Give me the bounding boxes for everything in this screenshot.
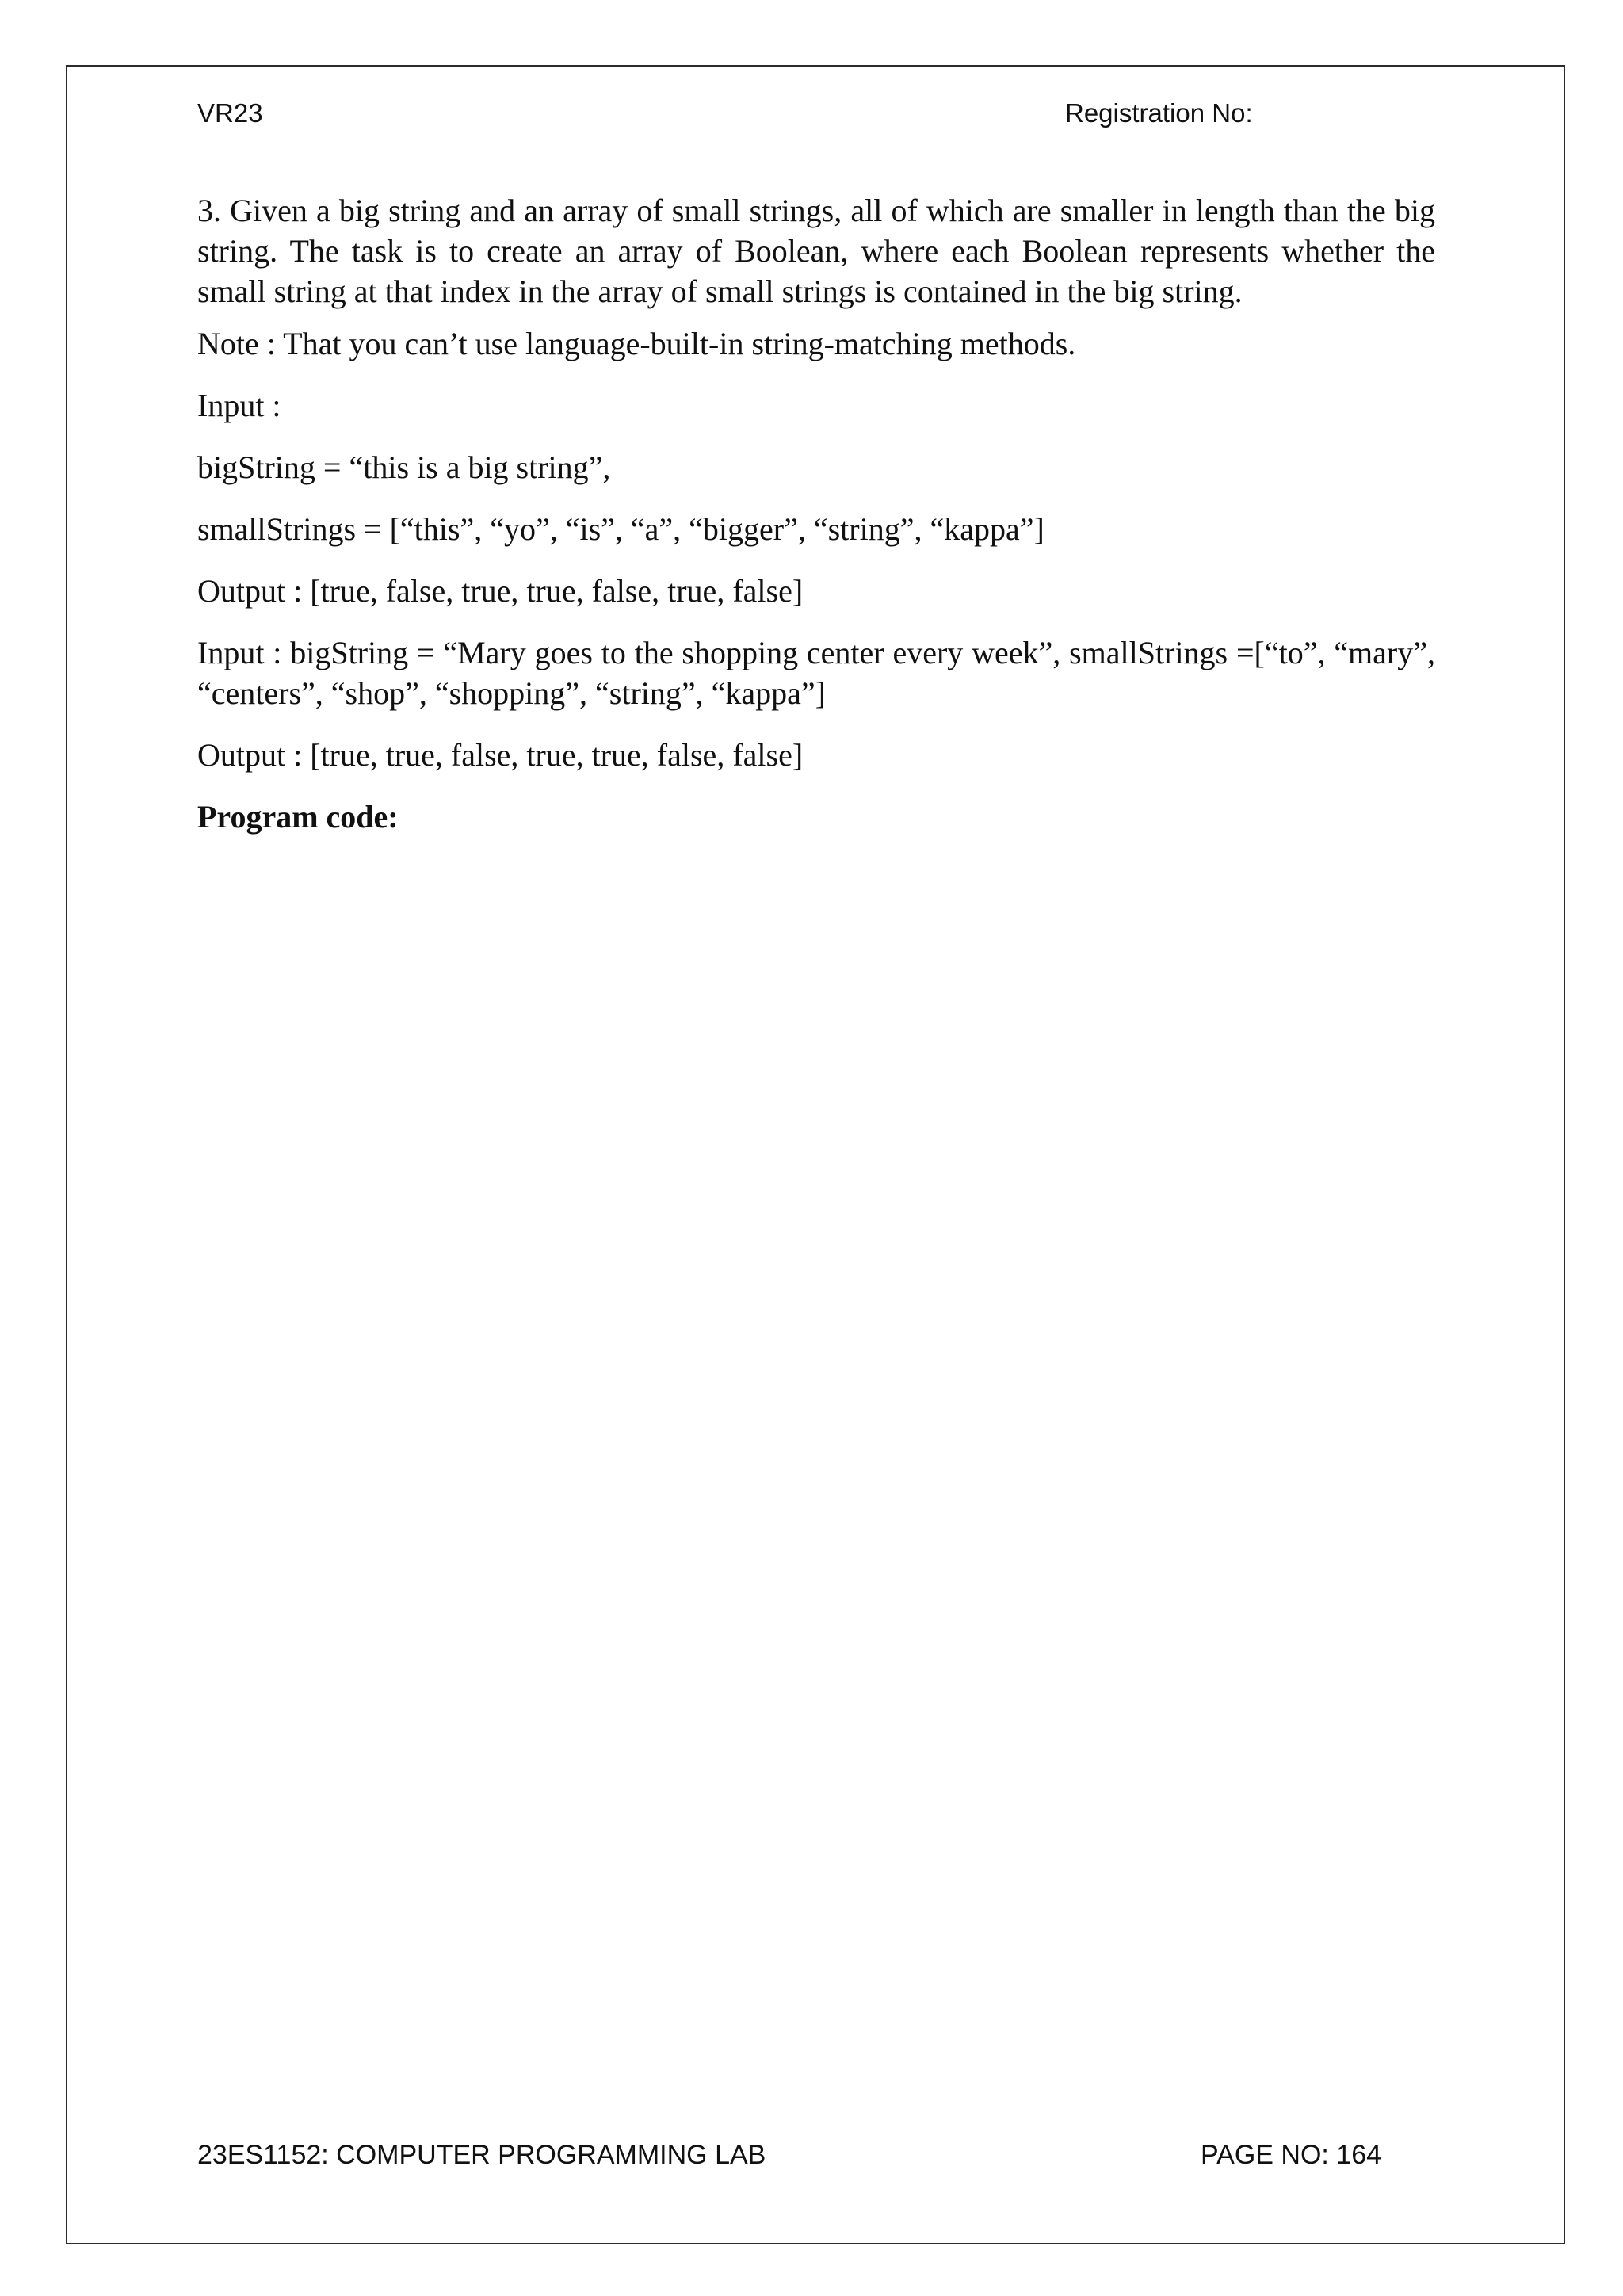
header-course-code: VR23 [197,98,263,128]
example-1-output: Output : [true, false, true, true, false, true, false] [197,573,804,609]
example-2-output: Output : [true, true, false, true, true, false, false] [197,737,804,773]
header-registration-label: Registration No: [1065,98,1253,128]
footer-course-title: 23ES1152: COMPUTER PROGRAMMING LAB [197,2140,766,2170]
example-1-small-strings: smallStrings = [“this”, “yo”, “is”, “a”, “bigger”, “string”, “kappa”] [197,511,1044,547]
footer-page-number: PAGE NO: 164 [1201,2140,1382,2170]
program-code-heading: Program code: [197,799,399,835]
question-statement: 3. Given a big string and an array of small strings, all of which are smaller in length than the big string. The task is to create an array of Boolean, where each Boolean represents whether the small string at that index in the array of small strings is contained in the big string. [197,193,1435,309]
question-body [197,190,1435,837]
example-1-big-string: bigString = “this is a big string”, [197,449,611,485]
example-2-input: Input : bigString = “Mary goes to the shopping center every week”, smallStrings =[“to”, “mary”, “centers”, “shop”, “shopping”, “string”, “kappa”] [197,635,1435,711]
question-note: Note : That you can’t use language-built-in string-matching methods. [197,326,1076,361]
input-label: Input : [197,388,281,423]
